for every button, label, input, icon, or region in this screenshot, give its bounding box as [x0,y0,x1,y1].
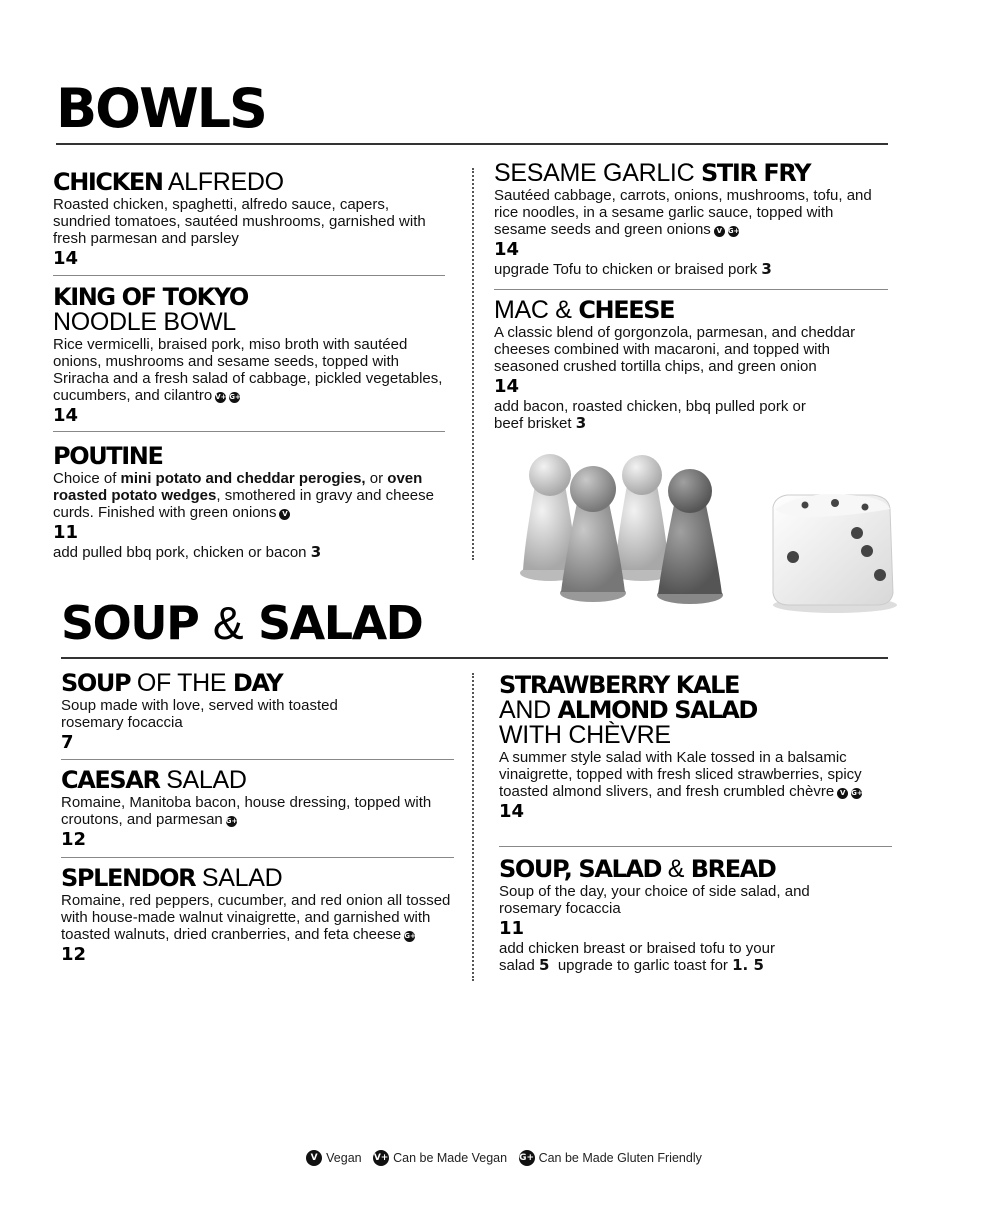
can-be-vegan-icon: V+ [373,1150,389,1166]
item-addon [494,398,824,432]
item-addon [53,544,448,561]
addon-price: 3 [310,543,322,561]
item-description-bold: mini potato and cheddar perogies, [120,470,366,487]
gluten-friendly-icon: G+ [404,932,416,940]
legend-label: Vegan [326,1151,362,1165]
item-price: 14 [494,376,520,397]
item-divider [494,289,888,290]
item-description: Sautéed cabbage, carrots, onions, mushrooms, tofu, and rice noodles, in a sesame garlic sauce, topped with sesame seeds and green onions [494,187,872,238]
item-description: A classic blend of gorgonzola, parmesan, and cheddar cheeses combined with macaroni, and topped with seasoned crushed tortilla chips, and green onion [494,324,856,375]
item-description-wrap [53,470,448,521]
dietary-legend [0,1150,1000,1166]
item-title-bold: STIR FRY [700,159,811,187]
menu-item-mac-and-cheese [494,298,894,432]
item-description: A summer style salad with Kale tossed in a balsamic vinaigrette, topped with fresh sliced strawberries, spicy toasted almond slivers, and fresh crumbled chèvre [499,749,862,800]
addon-price: 3 [761,260,772,278]
item-title [499,857,894,882]
menu-item-soup-salad-bread [499,857,894,974]
item-description-part: , smothered in gravy and cheese curds. Finished with green onions [53,487,434,521]
legend-label: Can be Made Gluten Friendly [538,1151,702,1165]
menu-item-caesar-salad [61,768,451,850]
item-title-bold: SOUP, SALAD [499,855,662,883]
item-title [494,161,889,186]
item-description-wrap [61,794,451,828]
item-description-part: or [365,470,388,487]
game-pieces-image [505,445,905,620]
soup-salad-title-amp: & [212,597,244,649]
item-price: 11 [499,918,525,939]
item-title [499,673,894,748]
item-title-light: SALAD [166,766,247,794]
item-description-wrap [53,336,448,404]
item-description: Romaine, red peppers, cucumber, and red onion all tossed with house-made walnut vinaigrette, and garnished with toasted walnuts, dried cranberries, and feta cheese [61,892,451,943]
item-title-bold: CAESAR [61,766,160,794]
menu-item-chicken-alfredo [53,170,443,269]
item-description: Rice vermicelli, braised pork, miso broth with sautéed onions, mushrooms and sesame seeds, topped with Sriracha and a fresh salad of cabbage, pickled vegetables, cucumbers, and cilantro [53,336,443,404]
item-title [53,170,443,195]
item-title-bold: CHEESE [578,296,675,324]
item-title-light: MAC & [494,296,572,324]
item-divider [53,431,445,432]
item-title-light: AND [499,696,551,724]
addon-text: upgrade to garlic toast for [557,957,728,974]
vegan-icon: V [279,509,290,520]
item-description-wrap [499,749,894,800]
item-description-part: Choice of [53,470,121,487]
item-description-wrap [61,892,456,943]
item-description: Romaine, Manitoba bacon, house dressing, topped with croutons, and parmesan [61,794,432,828]
addon-price: 5 [539,956,550,974]
item-title-bold: BREAD [690,855,776,883]
item-price: 11 [53,522,79,543]
item-title-light: & [667,855,685,883]
addon-price: 3 [575,414,587,432]
addon-text: add pulled bbq pork, chicken or bacon [53,544,307,561]
gluten-friendly-icon: G+ [225,817,238,825]
menu-item-poutine [53,444,448,561]
vegan-icon: V [306,1150,322,1166]
item-price: 14 [53,248,79,269]
item-description: Soup of the day, your choice of side salad, and rosemary focaccia [499,883,810,917]
bowls-section-title: BOWLS [56,77,266,140]
menu-item-splendor-salad [61,866,456,965]
item-title [53,285,448,335]
item-description: Soup made with love, served with toasted rosemary focaccia [61,697,338,731]
menu-item-sesame-garlic-stir-fry [494,161,889,278]
addon-text: add bacon, roasted chicken, bbq pulled pork or beef brisket [494,398,806,432]
item-title-bold: KING OF TOKYO [53,283,248,311]
gluten-friendly-icon: G+ [851,789,863,797]
item-title [61,866,456,891]
soup-salad-title-part: SOUP [61,596,199,650]
item-price: 14 [53,405,79,426]
item-title-light: ALFREDO [167,168,284,196]
item-title-light: SESAME GARLIC [494,159,695,187]
addon-text: add chicken breast or braised tofu to your salad [499,940,775,974]
item-description-bold: oven roasted potato wedges [53,470,423,504]
item-title [61,671,451,696]
can-be-vegan-icon: V+ [215,393,227,401]
item-divider [499,846,892,847]
item-description-wrap [494,187,889,238]
item-title [494,298,894,323]
item-price: 7 [61,732,74,753]
item-title-light: NOODLE BOWL [53,308,236,336]
menu-item-strawberry-kale-salad [499,673,894,822]
item-title [61,768,451,793]
item-divider [53,275,445,276]
item-title-light: SALAD [201,864,283,892]
item-title-bold: CHICKEN [53,168,163,196]
item-price: 12 [61,944,87,965]
menu-item-king-of-tokyo [53,285,448,426]
item-divider [61,857,454,858]
item-addon [494,261,889,278]
item-addon [499,940,809,974]
item-title-bold: ALMOND SALAD [557,696,757,724]
bowls-title-rule [56,143,888,145]
item-price: 12 [61,829,87,850]
vegan-icon: V [714,226,725,237]
item-title [53,444,448,469]
gluten-friendly-icon: G+ [229,393,241,401]
item-title-bold: POUTINE [53,442,163,470]
item-title-light: WITH CHÈVRE [499,721,671,749]
item-title-bold: STRAWBERRY KALE [499,671,740,699]
addon-price: 1. 5 [732,956,764,974]
item-price: 14 [494,239,520,260]
bowls-column-divider [472,168,474,560]
item-divider [61,759,454,760]
soup-salad-title-rule [61,657,888,659]
soup-salad-section-title [61,596,423,650]
item-price: 14 [499,801,525,822]
soup-salad-column-divider [472,673,474,981]
item-title-bold: SOUP [61,669,131,697]
addon-text: upgrade Tofu to chicken or braised pork [494,261,758,278]
soup-salad-title-part: SALAD [258,596,423,650]
pawn-icon [657,469,723,604]
menu-item-soup-of-the-day [61,671,451,753]
item-title-light: OF THE [136,669,227,697]
item-title-bold: DAY [232,669,283,697]
vegan-icon: V [837,788,848,799]
legend-label: Can be Made Vegan [393,1151,508,1165]
gluten-friendly-icon: G+ [519,1150,535,1166]
gluten-friendly-icon: G+ [727,227,740,235]
item-title-bold: SPLENDOR [61,864,196,892]
item-description: Roasted chicken, spaghetti, alfredo sauce, capers, sundried tomatoes, sautéed mushrooms, garnished with fresh parmesan and parsley [53,196,426,247]
dice-icon [773,494,897,613]
